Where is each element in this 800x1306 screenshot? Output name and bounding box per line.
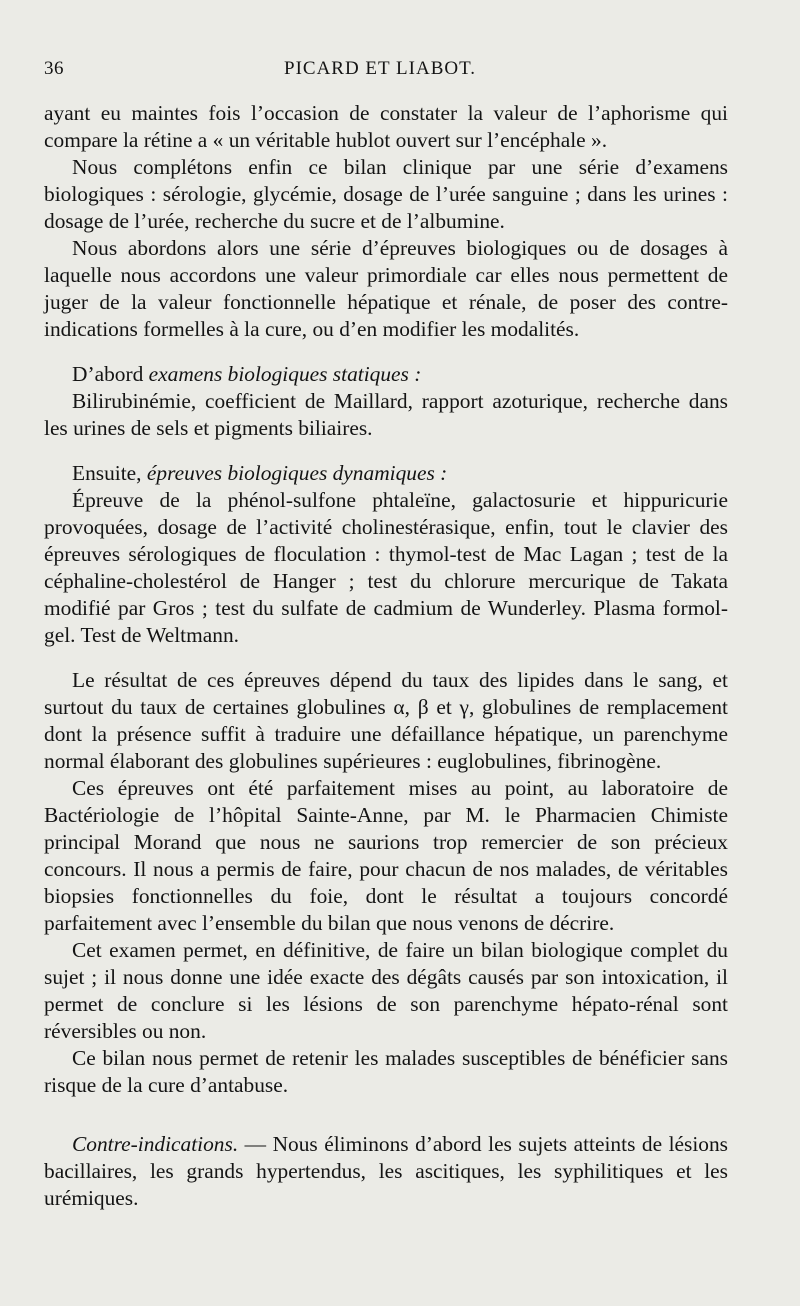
subheading-static-exams: D’abord examens biologiques statiques : (72, 362, 422, 386)
paragraph-dynamic-list: Épreuve de la phénol-sulfone phtaleïne, galactosurie et hippuricurie provoquées, dosage de l’activité cholinestérasique, enfin, tout le clavier des épreuves sérologiques de floculation : thymol-test de Mac Lagan ; test de la céphaline-cholestérol de Hanger ; test du chlorure mercurique de Takata modifié par Gros ; test du sulfate de cadmium de Wunderley. Plasma formol-gel. Test de Weltmann. (44, 488, 728, 647)
running-head: PICARD ET LIABOT. (284, 58, 477, 79)
paragraph-laboratory: Ces épreuves ont été parfaitement mises au point, au laboratoire de Bactériologie de l’hôpital Sainte-Anne, par M. le Pharmacien Chimiste principal Morand que nous ne saurions trop remercier de son précieux concours. Il nous a permis de faire, pour chacun de nos malades, de véritables biopsies fonctionnelles du foie, dont le résultat a toujours concordé parfaitement avec l’ensemble du bilan que nous venons de décrire. (44, 776, 728, 935)
paragraph-lipids: Le résultat de ces épreuves dépend du taux des lipides dans le sang, et surtout du taux de certaines globulines α, β et γ, globulines de remplacement dont la présence suffit à traduire une défaillance hépatique, un parenchyme normal élaborant des globulines supérieures : euglobulines, fibrinogène. (44, 668, 728, 773)
page-number: 36 (44, 58, 64, 79)
paragraph-antabuse: Ce bilan nous permet de retenir les malades susceptibles de bénéficier sans risque de la cure d’antabuse. (44, 1046, 728, 1097)
page-header (44, 58, 728, 94)
subheading-dynamic-italic: épreuves biologiques dynamiques : (146, 461, 448, 485)
paragraph-static-list: Bilirubinémie, coefficient de Maillard, rapport azoturique, recherche dans les urines de sels et pigments biliaires. (44, 389, 728, 440)
paragraph-continuation: ayant eu maintes fois l’occasion de constater la valeur de l’aphorisme qui compare la rétine a « un véritable hublot ouvert sur l’encéphale ». (44, 101, 728, 152)
paragraph-complete-assessment: Cet examen permet, en définitive, de faire un bilan biologique complet du sujet ; il nous donne une idée exacte des dégâts causés par son intoxication, il permet de conclure si les lésions de son parenchyme hépato-rénal sont réversibles ou non. (44, 938, 728, 1043)
paragraph-biological-exams: Nous complétons enfin ce bilan clinique par une série d’examens biologiques : sérologie, glycémie, dosage de l’urée sanguine ; dans les urines : dosage de l’urée, recherche du sucre et de l’albumine. (44, 155, 728, 233)
body-text (44, 100, 728, 1212)
subheading-static-italic: examens biologiques statiques : (148, 362, 422, 386)
paragraph-contraindications: Contre-indications. — Nous éliminons d’abord les sujets atteints de lésions bacillaires, les grands hypertendus, les ascitiques, les syphilitiques et les urémiques. (44, 1132, 728, 1210)
contraindications-heading: Contre-indications. (72, 1132, 239, 1156)
paragraph-tests-series: Nous abordons alors une série d’épreuves biologiques ou de dosages à laquelle nous accordons une valeur primordiale car elles nous permettent de juger de la valeur fonctionnelle hépatique et rénale, de poser des contre-indications formelles à la cure, ou d’en modifier les modalités. (44, 236, 728, 341)
subheading-dynamic-exams: Ensuite, épreuves biologiques dynamiques : (72, 461, 448, 485)
